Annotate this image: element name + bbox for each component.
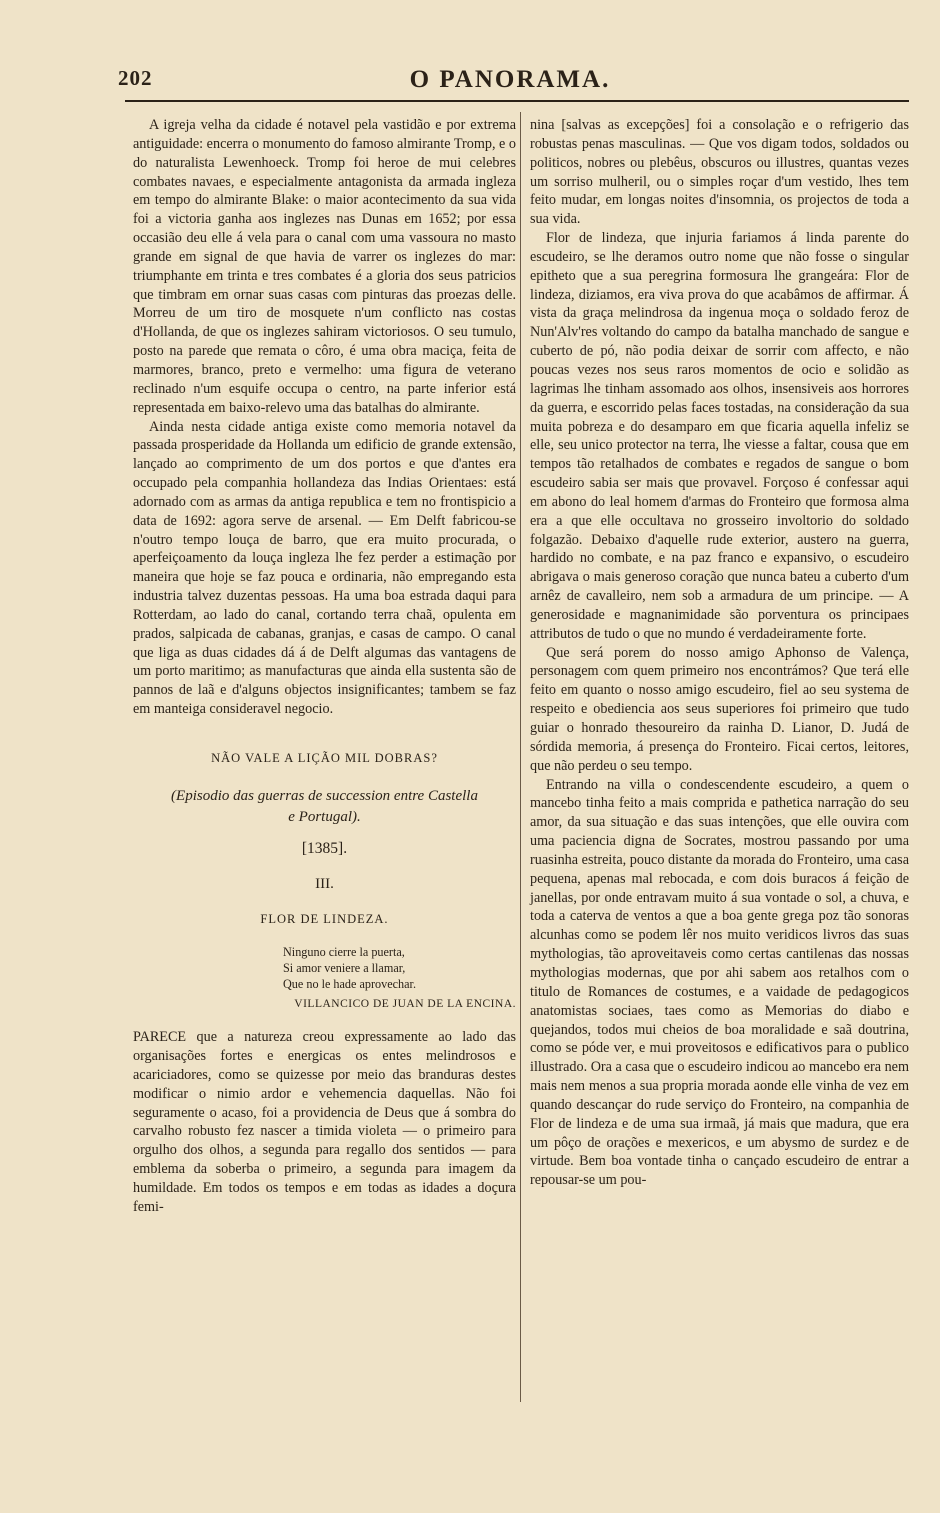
paragraph-flor-de-lindeza: Flor de lindeza, que injuria fariamos á linda parente do escudeiro, se lhe deramos outro nome que não fosse o singular epitheto que a sua peregrina formosura lhe grangeára: Flor de lindeza, diziamos, era viva prova do que acabâmos de affirmar. Á vista da graça melindrosa da ingenua moça o soldado feroz de Nun'Alv'res voltando do campo da batalha manchado de sangue e cuberto de pó, não podia deixar de sorrir com affecto, e não poucas vezes nos seus raros momentos de ocio e solidão as lagrimas lhe tinham assomado aos olhos, insensiveis aos horrores da guerra, e escorrido pelas faces tostadas, na consideração da sua muita pobreza e do desamparo em que ficaria aquella infeliz se elle, seu unico protector na terra, lhe viesse a faltar, cousa que em tempos tão retalhados de combates e regados de sangue o bom escudeiro sabia ser mais que provavel. Forçoso é confessar aqui em abono do leal homem d'armas do Fronteiro que formosa alma era a que elle occultava no grosseiro involtorio do soldado folgazão. Debaixo d'aquelle rude exterior, austero na guerra, hardido no combate, e na paz franco e expansivo, o escudeiro abrigava o mais generoso coração que nunca bateu a cuberto d'um arnêz de cavalleiro, nem sob a armadura de um principe. — A generosidade e magnanimidade são porventura os principaes attributos de tudo o que no mundo é verdadeiramente forte. bbox=[530, 230, 909, 642]
section-title: NÃO VALE A LIÇÃO MIL DOBRAS? bbox=[211, 751, 438, 765]
subtitle-line-1: (Episodio das guerras de succession entre Castella bbox=[171, 787, 478, 804]
paragraph-continuation: nina [salvas as excepções] foi a consolação e o refrigerio das robustas penas masculinas. — Que vos digam todos, soldados ou politicos, nobres ou plebêus, obscuros ou illustres, quantas vezes um sorriso mulheril, ou o simples roçar d'um vestido, lhes tem feito mudar, em longas noites d'insomnia, os projectos de toda a sua vida. bbox=[530, 117, 909, 228]
header-rule bbox=[125, 100, 909, 102]
year-label: [1385]. bbox=[301, 839, 348, 857]
paragraph-aphonso: Que será porem do nosso amigo Aphonso de Valença, personagem com quem primeiro nos encontrámos? Que terá elle feito em quanto o nosso amigo escudeiro, fiel ao seu systema de respeito e obediencia aos seus superiores foi primeiro que tudo guiar o honrado thesoureiro da rainha D. Lianor, D. Judá de sórdida memoria, á presença do Fronteiro. Ficai certos, leitores, que não perdeu o seu tempo. bbox=[530, 644, 909, 774]
opening-word: PARECE bbox=[133, 1029, 187, 1046]
epigraph-line: Que no le hade aprovechar. bbox=[283, 977, 416, 992]
chapter-title: FLOR DE LINDEZA. bbox=[260, 911, 389, 926]
section-subtitle bbox=[133, 786, 516, 828]
epigraph-line: Si amor veniere a llamar, bbox=[283, 961, 406, 976]
part-number: III. bbox=[315, 875, 334, 892]
paragraph-chapter-opening bbox=[133, 1028, 516, 1216]
left-column bbox=[133, 116, 516, 1217]
paragraph-escudeiro: Entrando na villa o condescendente escudeiro, a quem o mancebo tinha feito a mais comprida e pathetica narração do seu amor, da sua situação e das suas intenções, que elle ouvira com uma paciencia digna de Socrates, mostrou passando por uma ruasinha estreita, pouco distante da morada do Fronteiro, uma casa pequena, apenas mal rebocada, e com dois buracos á feição de janellas, por onde entravam muito á sua vontade o sol, a chuva, e toda a caterva de ventos a que a boa gente grega poz tão sonoras alcunhas como se podem lêr nos muito veridicos livros das suas mythologias, tão aproveitaveis como certas cantilenas das nossas mythologias modernas, que por ahi sabem aos retalhos com o titulo de Romances de costumes, e a vaidade de pedagogicos anatomistas sociaes, taes como as Memorias do diabo e quejandos, todos mui cheios de boa moralidade e saã doutrina, como se póde ver, e mui proveitosos e edificativos para o publico illustrado. Ora a casa que o escudeiro indicou ao mancebo era nem mais nem menos a sua propria morada aonde elle vinha de vez em quando descançar do rude serviço do Fronteiro, na companhia de Flor de lindeza e de uma sua irmaã, já mais que madura, que era um pôço de orações e mexericos, e um abysmo de surdez e de virtude. Bem boa vontade tinha o cançado escudeiro de entrar a repousar-se um pou- bbox=[530, 776, 909, 1189]
subtitle-line-2: e Portugal). bbox=[288, 808, 361, 825]
epigraph-attribution: VILLANCICO DE JUAN DE LA ENCINA. bbox=[294, 998, 516, 1011]
paragraph-delft: Ainda nesta cidade antiga existe como memoria notavel da passada prosperidade da Hollanda um edificio de grande extensão, lançado ao comprimento de um dos portos e que d'antes era occupado pela companhia hollandeza das Indias Orientaes: está adornado com as armas da antiga republica e tem no frontispicio a data de 1692: agora serve de arsenal. — Em Delft fabricou-se n'outro tempo louça de barro, que era muito procurada, o aperfeiçoamento da louça ingleza lhe fez perder a estimação por maneira que hoje se faz pouca e ordinaria, não empregando esta industria talvez duzentas pessoas. Ha uma boa estrada daqui para Rotterdam, ao lado do canal, cortando terra chaã, opulenta em prados, salpicada de cabanas, granjas, e casas de campo. O canal que liga as duas cidades dá á de Delft algumas das vantagens de um porto maritimo; as manufacturas que ainda ella sustenta são de pannos de laã e d'alguns objectos insignificantes; tambem se faz em manteiga consideravel negocio. bbox=[133, 418, 516, 718]
journal-title: O PANORAMA. bbox=[409, 66, 611, 93]
opening-text: que a natureza creou expressamente ao lado das organisações fortes e energicas os entes melindrosos e acariciadores, como se quizesse por meio das branduras destes modificar o nimio ardor e vehemencia daquellas. Não foi seguramente o acaso, foi a providencia de Deus que á sombra do carvalho robusto fez nascer a timida violeta — o primeiro para orgulho dos olhos, a segunda para regallo dos sentidos — para emblema da soberba o primeiro, a segunda para imagem da humildade. Em todos os tempos e em todas as idades a doçura femi- bbox=[133, 1029, 516, 1215]
right-column bbox=[530, 116, 909, 1190]
column-divider bbox=[520, 112, 521, 1402]
epigraph bbox=[283, 944, 516, 992]
epigraph-line: Ninguno cierre la puerta, bbox=[283, 945, 405, 960]
page-number: 202 bbox=[118, 66, 153, 90]
paragraph-church: A igreja velha da cidade é notavel pela vastidão e por extrema antiguidade: encerra o monumento do famoso almirante Tromp, e o do naturalista Lewenhoeck. Tromp foi heroe de mui celebres combates navaes, e especialmente antagonista da armada ingleza em tempo do almirante Blake: o maior acontecimento da sua vida foi a victoria ganha aos inglezes nas Dunas em 1652; por essa occasião deu elle á vela para o canal com uma vassoura no masto grande em signal de que havia de varrer os inglezes do mar: triumphante em trinta e tres combates é a gloria dos seus patricios que timbram em ornar suas casas com pinturas das proezas delle. Morreu de um tiro de mosquete n'um conflicto nas costas d'Hollanda, de que os inglezes sahiram victoriosos. O seu tumulo, posto na parede que remata o côro, é uma obra maciça, feita de marmores, branco, preto e vermelho: uma figura de veterano reclinado n'um esquife occupa o centro, na parte inferior está representada em baixo-relevo uma das batalhas do almirante. bbox=[133, 117, 516, 416]
page-header bbox=[110, 66, 910, 98]
